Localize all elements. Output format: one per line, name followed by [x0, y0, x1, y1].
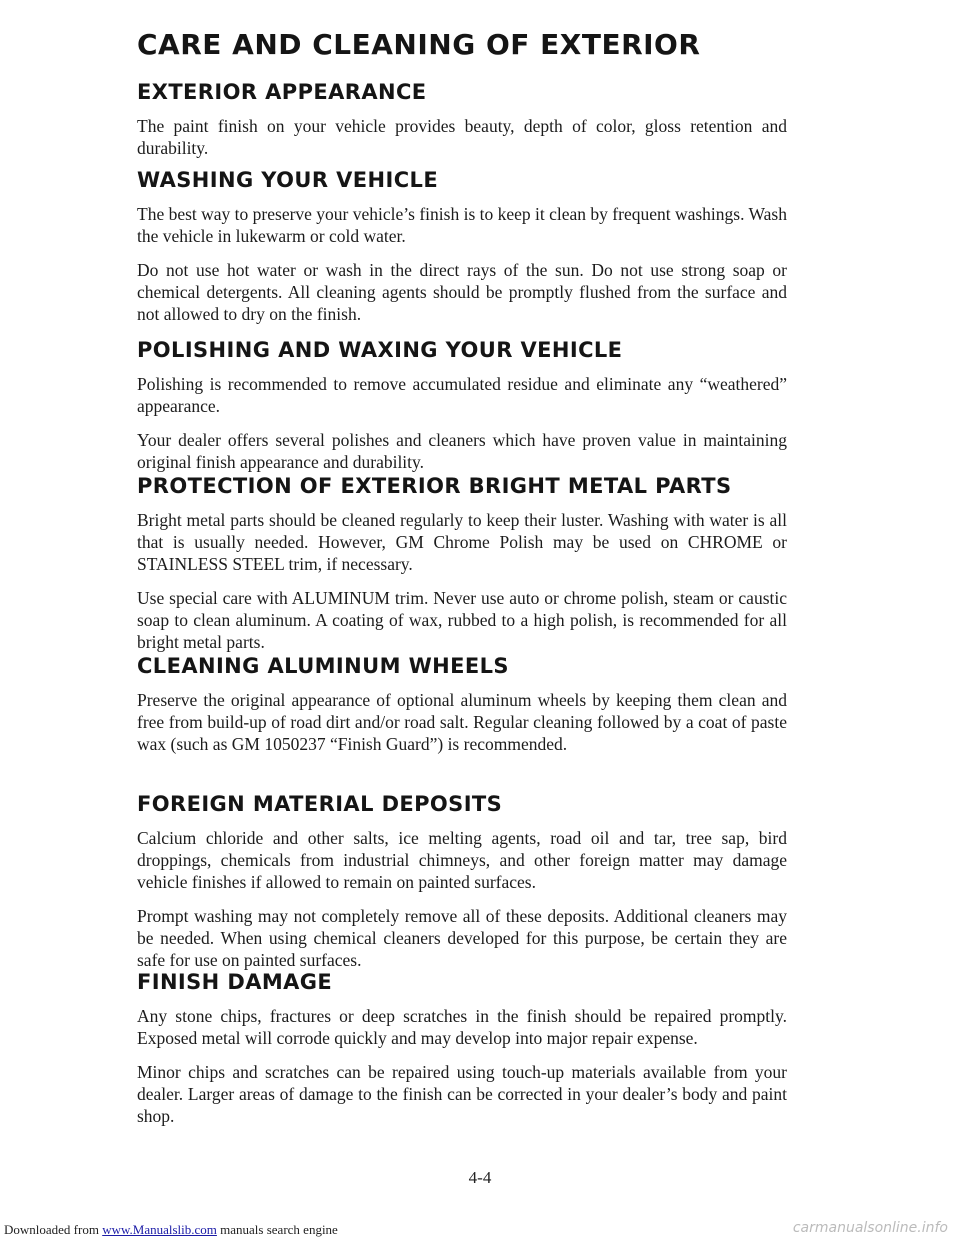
paragraph: Prompt washing may not completely remove all of these deposits. Additional cleaners may be needed. When using chemical cleaners developed for this purpose, be certain they are safe for use on painted surfaces.: [137, 906, 787, 970]
paragraph: Use special care with ALUMINUM trim. Never use auto or chrome polish, steam or caustic soap to clean aluminum. A coating of wax, rubbed to a high polish, is recommended for all bright metal parts.: [137, 588, 787, 652]
paragraph: The best way to preserve your vehicle’s finish is to keep it clean by frequent washings. Wash the vehicle in lukewarm or cold water.: [137, 204, 787, 246]
section-heading: EXTERIOR APPEARANCE: [137, 80, 427, 104]
footer-suffix: manuals search engine: [216, 1222, 338, 1237]
section-heading: FOREIGN MATERIAL DEPOSITS: [137, 792, 503, 816]
manualslib-link[interactable]: www.Manualslib.com: [102, 1222, 217, 1237]
section-finish-damage: [137, 970, 787, 1139]
paragraph: Calcium chloride and other salts, ice melting agents, road oil and tar, tree sap, bird droppings, chemicals from industrial chimneys, and other foreign matter may damage vehicle finishes if allowed to remain on painted surfaces.: [137, 828, 787, 892]
paragraph: Polishing is recommended to remove accumulated residue and eliminate any “weathered” appearance.: [137, 374, 787, 416]
watermark: carmanualsonline.info: [792, 1220, 948, 1236]
paragraph: The paint finish on your vehicle provides beauty, depth of color, gloss retention and durability.: [137, 116, 787, 158]
section-washing: [137, 168, 787, 337]
section-bright-metal: [137, 474, 787, 665]
section-heading: PROTECTION OF EXTERIOR BRIGHT METAL PARTS: [137, 474, 732, 498]
section-aluminum-wheels: [137, 654, 787, 767]
section-heading: FINISH DAMAGE: [137, 970, 333, 994]
download-footer: [4, 1222, 338, 1238]
section-heading: POLISHING AND WAXING YOUR VEHICLE: [137, 338, 623, 362]
section-exterior-appearance: [137, 80, 787, 171]
section-foreign-deposits: [137, 792, 787, 983]
section-heading: WASHING YOUR VEHICLE: [137, 168, 439, 192]
paragraph: Minor chips and scratches can be repaired using touch-up materials available from your dealer. Larger areas of damage to the finish can be corrected in your dealer’s body and paint shop.: [137, 1062, 787, 1126]
footer-prefix: Downloaded from: [4, 1222, 103, 1237]
paragraph: Preserve the original appearance of optional aluminum wheels by keeping them clean and free from build-up of road dirt and/or road salt. Regular cleaning followed by a coat of paste wax (such as GM 1050237 “Finish Guard”) is recommended.: [137, 690, 787, 754]
page-number: 4-4: [468, 1168, 492, 1187]
paragraph: Any stone chips, fractures or deep scratches in the finish should be repaired promptly. Exposed metal will corrode quickly and may develop into major repair expense.: [137, 1006, 787, 1048]
paragraph: Your dealer offers several polishes and cleaners which have proven value in maintaining original finish appearance and durability.: [137, 430, 787, 472]
page-title: CARE AND CLEANING OF EXTERIOR: [137, 28, 701, 61]
paragraph: Bright metal parts should be cleaned regularly to keep their luster. Washing with water is all that is usually needed. However, GM Chrome Polish may be used on CHROME or STAINLESS STEEL trim, if necessary.: [137, 510, 787, 574]
section-polishing: [137, 338, 787, 485]
paragraph: Do not use hot water or wash in the direct rays of the sun. Do not use strong soap or chemical detergents. All cleaning agents should be promptly flushed from the surface and not allowed to dry on the finish.: [137, 260, 787, 324]
section-heading: CLEANING ALUMINUM WHEELS: [137, 654, 509, 678]
